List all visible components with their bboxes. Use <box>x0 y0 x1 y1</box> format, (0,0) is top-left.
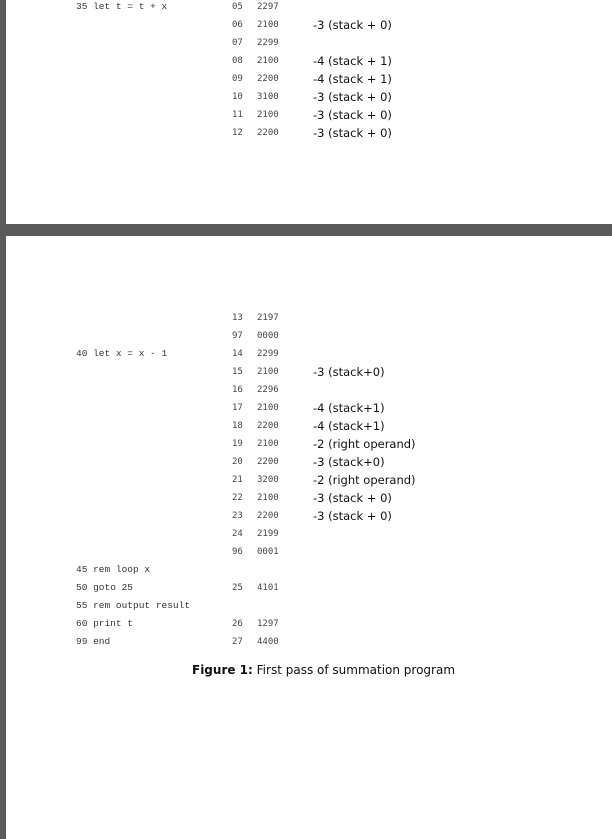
code-row <box>6 509 612 527</box>
machine-code: 3100 <box>257 92 279 102</box>
source-line: 45 rem loop x <box>76 564 151 575</box>
stack-comment: -3 (stack + 0) <box>313 18 392 32</box>
code-row <box>6 455 612 473</box>
code-row <box>6 329 612 347</box>
stack-comment: -3 (stack + 0) <box>313 90 392 104</box>
source-line: 55 rem output result <box>76 600 191 611</box>
code-row <box>6 419 612 437</box>
code-row <box>6 311 612 329</box>
machine-code: 2200 <box>257 511 279 521</box>
memory-address: 13 <box>232 313 243 323</box>
machine-code: 2299 <box>257 38 279 48</box>
memory-address: 19 <box>232 439 243 449</box>
machine-code: 2199 <box>257 529 279 539</box>
memory-address: 16 <box>232 385 243 395</box>
code-row <box>6 599 612 617</box>
memory-address: 14 <box>232 349 243 359</box>
memory-address: 27 <box>232 637 243 647</box>
source-line: 40 let x = x - 1 <box>76 348 168 359</box>
stack-comment: -3 (stack+0) <box>313 365 385 379</box>
code-row <box>6 0 612 18</box>
stack-comment: -4 (stack + 1) <box>313 54 392 68</box>
machine-code: 2100 <box>257 367 279 377</box>
code-row <box>6 36 612 54</box>
code-row <box>6 90 612 108</box>
code-row <box>6 527 612 545</box>
stack-comment: -3 (stack + 0) <box>313 126 392 140</box>
figure-caption-text: First pass of summation program <box>256 663 456 677</box>
memory-address: 05 <box>232 2 243 12</box>
source-line: 35 let t = t + x <box>76 1 168 12</box>
code-row <box>6 365 612 383</box>
memory-address: 08 <box>232 56 243 66</box>
code-row <box>6 72 612 90</box>
code-row <box>6 383 612 401</box>
code-row <box>6 108 612 126</box>
memory-address: 15 <box>232 367 243 377</box>
machine-code: 2100 <box>257 110 279 120</box>
stack-comment: -3 (stack+0) <box>313 455 385 469</box>
machine-code: 2297 <box>257 2 279 12</box>
machine-code: 2100 <box>257 439 279 449</box>
machine-code: 2299 <box>257 349 279 359</box>
code-row <box>6 401 612 419</box>
code-row <box>6 491 612 509</box>
machine-code: 2200 <box>257 74 279 84</box>
code-row <box>6 545 612 563</box>
machine-code: 2197 <box>257 313 279 323</box>
machine-code: 4101 <box>257 583 279 593</box>
figure-caption-label: Figure 1: <box>192 663 253 677</box>
stack-comment: -3 (stack + 0) <box>313 509 392 523</box>
memory-address: 23 <box>232 511 243 521</box>
code-row <box>6 347 612 365</box>
memory-address: 20 <box>232 457 243 467</box>
machine-code: 2100 <box>257 403 279 413</box>
memory-address: 26 <box>232 619 243 629</box>
code-row <box>6 581 612 599</box>
memory-address: 07 <box>232 38 243 48</box>
memory-address: 96 <box>232 547 243 557</box>
machine-code: 2200 <box>257 128 279 138</box>
memory-address: 24 <box>232 529 243 539</box>
stack-comment: -3 (stack + 0) <box>313 491 392 505</box>
memory-address: 10 <box>232 92 243 102</box>
code-row <box>6 437 612 455</box>
code-row <box>6 54 612 72</box>
code-row <box>6 635 612 653</box>
machine-code: 2100 <box>257 56 279 66</box>
stack-comment: -2 (right operand) <box>313 473 416 487</box>
machine-code: 2200 <box>257 457 279 467</box>
machine-code: 0000 <box>257 331 279 341</box>
code-row <box>6 126 612 144</box>
source-line: 99 end <box>76 636 111 647</box>
machine-code: 0001 <box>257 547 279 557</box>
machine-code: 2296 <box>257 385 279 395</box>
memory-address: 12 <box>232 128 243 138</box>
memory-address: 97 <box>232 331 243 341</box>
memory-address: 11 <box>232 110 243 120</box>
machine-code: 2200 <box>257 421 279 431</box>
code-row <box>6 18 612 36</box>
memory-address: 25 <box>232 583 243 593</box>
memory-address: 06 <box>232 20 243 30</box>
machine-code: 2100 <box>257 20 279 30</box>
stack-comment: -4 (stack+1) <box>313 401 385 415</box>
memory-address: 21 <box>232 475 243 485</box>
code-row <box>6 617 612 635</box>
machine-code: 4400 <box>257 637 279 647</box>
code-row <box>6 473 612 491</box>
memory-address: 22 <box>232 493 243 503</box>
stack-comment: -4 (stack+1) <box>313 419 385 433</box>
figure-caption <box>192 663 455 677</box>
machine-code: 3200 <box>257 475 279 485</box>
machine-code: 1297 <box>257 619 279 629</box>
source-line: 60 print t <box>76 618 134 629</box>
source-line: 50 goto 25 <box>76 582 134 593</box>
stack-comment: -4 (stack + 1) <box>313 72 392 86</box>
memory-address: 17 <box>232 403 243 413</box>
document-page-2 <box>6 236 612 839</box>
stack-comment: -3 (stack + 0) <box>313 108 392 122</box>
memory-address: 09 <box>232 74 243 84</box>
stack-comment: -2 (right operand) <box>313 437 416 451</box>
machine-code: 2100 <box>257 493 279 503</box>
document-page-1 <box>6 0 612 224</box>
code-row <box>6 563 612 581</box>
memory-address: 18 <box>232 421 243 431</box>
